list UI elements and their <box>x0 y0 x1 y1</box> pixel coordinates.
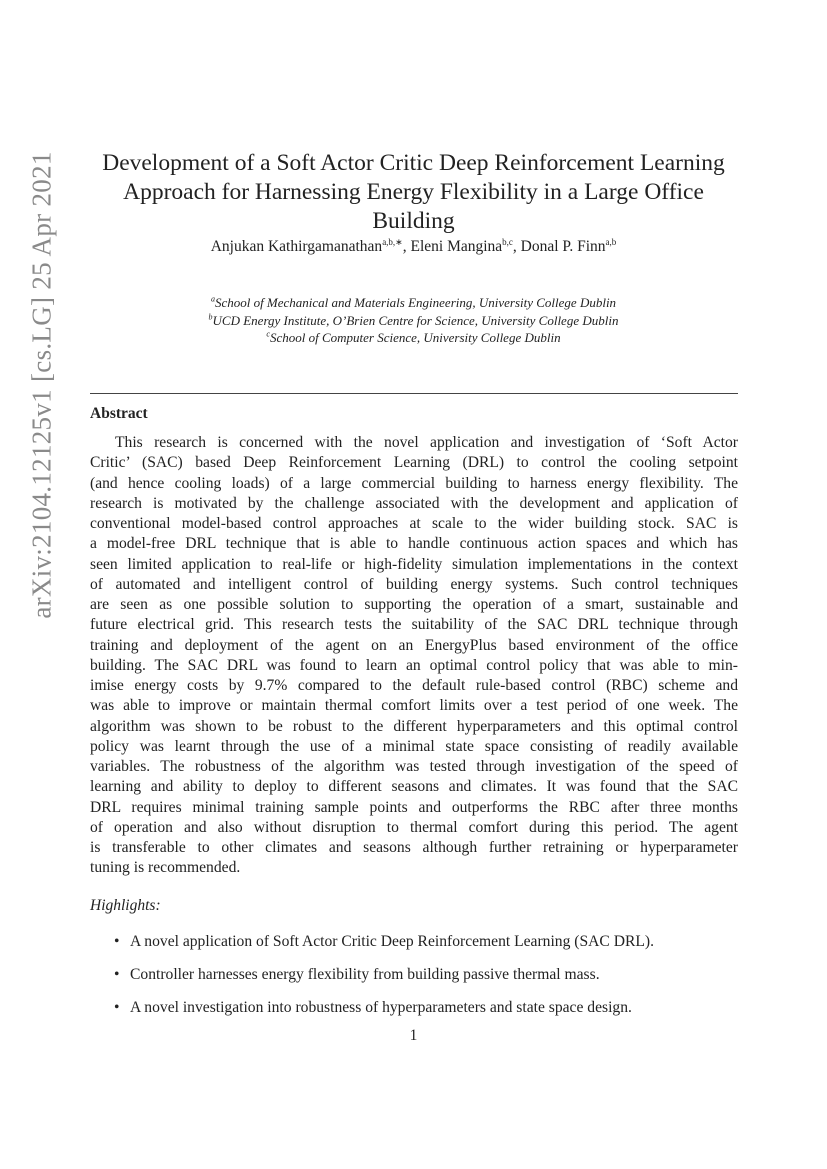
author-list: Anjukan Kathirgamanathan$^{a,b,∗}$, Eleni Mangina$^{b,c}$, Donal P. Finn$^{a,b}$ <box>210 236 617 255</box>
author-affil-marker: b,c <box>502 236 513 247</box>
author-name: Anjukan Kathirgamanathan <box>210 238 383 255</box>
abstract-heading: Abstract <box>90 405 148 422</box>
bullet-icon: • <box>114 999 120 1016</box>
author-affil-marker: a,b <box>605 236 617 247</box>
abstract-line: training and deployment of the agent on an EnergyPlus based environment of the office <box>90 636 738 654</box>
abstract-line: This research is concerned with the novel application and investigation of ‘Soft Actor <box>115 434 738 451</box>
abstract-line: is transferable to other climates and seasons although further retraining or hyperparameter <box>90 839 738 856</box>
title-line: Development of a Soft Actor Critic Deep Reinforcement Learning <box>102 150 725 176</box>
affil-marker: c <box>266 329 270 339</box>
abstract-line: future electrical grid. This research tests the suitability of the SAC DRL technique through <box>90 616 738 634</box>
abstract-line: Critic’ (SAC) based Deep Reinforcement Learning (DRL) to control the cooling setpoint <box>90 454 738 472</box>
abstract-body <box>90 433 738 879</box>
abstract-line: was able to improve or maintain thermal comfort limits over a test period of one week. The <box>90 697 738 715</box>
highlights-list <box>114 932 654 1018</box>
highlight-text: A novel application of Soft Actor Critic Deep Reinforcement Learning (SAC DRL). <box>130 933 654 950</box>
highlight-item <box>114 965 654 985</box>
highlight-item <box>114 998 654 1018</box>
highlight-text: A novel investigation into robustness of hyperparameters and state space design. <box>130 999 632 1016</box>
abstract-line: of operation and also without disruption to thermal comfort during this period. The agent <box>90 818 738 836</box>
affil-text: UCD Energy Institute, O’Brien Centre for Science, University College Dublin <box>212 312 619 328</box>
affiliations <box>60 294 767 347</box>
affil-text: School of Mechanical and Materials Engineering, University College Dublin <box>214 295 617 310</box>
author-affil-marker: a,b,∗ <box>382 236 403 247</box>
page-number: 1 <box>409 1027 418 1044</box>
abstract-line: algorithm was shown to be robust to the different hyperparameters and this optimal control <box>90 717 738 735</box>
arxiv-identifier: arXiv:2104.12125v1 [cs.LG] 25 Apr 2021 <box>26 151 57 619</box>
abstract-line: building. The SAC DRL was found to learn an optimal control policy that was able to min- <box>90 656 738 674</box>
affiliation <box>60 294 767 312</box>
affil-text: School of Computer Science, University College Dublin <box>269 330 561 345</box>
horizontal-rule <box>90 393 738 394</box>
bullet-icon: • <box>114 966 120 983</box>
highlight-item <box>114 932 654 952</box>
abstract-line: tuning is recommended. <box>90 859 241 877</box>
abstract-line: DRL requires minimal training sample points and outperforms the RBC after three months <box>90 798 738 816</box>
abstract-line: learning and ability to deploy to different seasons and climates. It was found that the SAC <box>90 778 738 796</box>
affil-marker: b <box>208 312 213 322</box>
affiliation <box>60 329 767 347</box>
title-line: Approach for Harnessing Energy Flexibility in a Large Office <box>123 179 704 205</box>
highlights-heading: Highlights: <box>90 897 161 914</box>
bullet-icon: • <box>114 933 120 950</box>
affil-marker: a <box>210 294 215 304</box>
abstract-line: (and hence cooling loads) of a large commercial building to harness energy flexibility. The <box>90 474 738 492</box>
abstract-line: imise energy costs by 9.7% compared to the default rule-based control (RBC) scheme and <box>90 677 738 694</box>
author-name: Donal P. Finn <box>520 238 606 255</box>
abstract-line: are seen as one possible solution to supporting the operation of a smart, sustainable and <box>90 596 738 613</box>
abstract-line: policy was learnt through the use of a minimal state space consisting of readily available <box>90 737 738 755</box>
abstract-line: seen limited application to real-life or high-fidelity simulation implementations in the context <box>90 555 738 573</box>
title-line: Building <box>372 208 455 234</box>
abstract-line: research is motivated by the challenge associated with the development and application of <box>90 494 738 512</box>
abstract-line: a model-free DRL technique that is able to handle continuous action spaces and which has <box>90 535 738 553</box>
affiliation <box>60 312 767 330</box>
highlight-text: Controller harnesses energy flexibility from building passive thermal mass. <box>130 966 600 983</box>
paper-title <box>60 149 767 236</box>
abstract-line: of automated and intelligent control of building energy systems. Such control techniques <box>90 575 738 593</box>
abstract-line: conventional model-based control approaches at scale to the wider building stock. SAC is <box>90 515 738 532</box>
author-name: Eleni Mangina <box>410 238 503 255</box>
abstract-line: variables. The robustness of the algorithm was tested through investigation of the speed of <box>90 758 738 775</box>
